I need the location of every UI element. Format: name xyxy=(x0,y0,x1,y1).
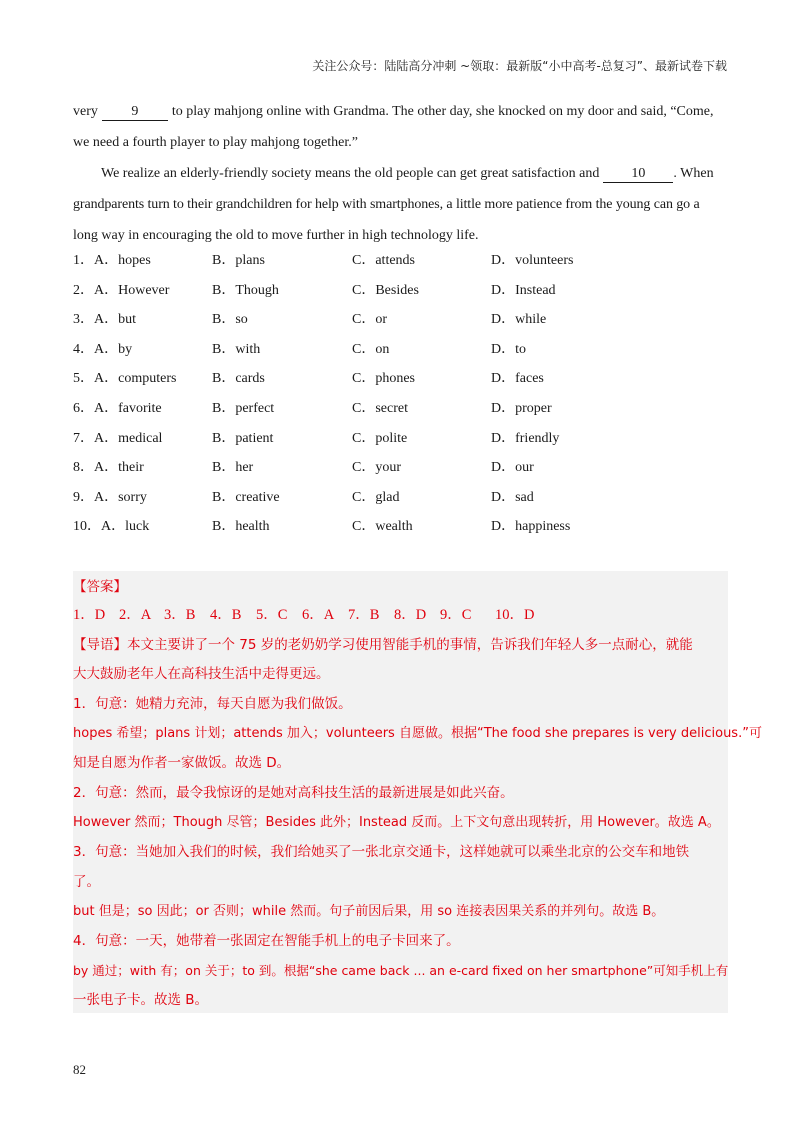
guide-text: 大大鼓励老年人在高科技生活中走得更远。 xyxy=(73,666,330,682)
explanation-line: 知是自愿为作者一家做饭。故选 D。 xyxy=(73,755,291,771)
explanation-line: but 但是；so 因此；or 否则；while 然而。句子前因后果，用 so 连接表因果关系的并列句。故选 B。 xyxy=(73,904,665,919)
answer-item: 9．C xyxy=(440,607,472,623)
option-c: C．wealth xyxy=(352,519,413,535)
page-header: 关注公众号：陆陆高分冲刺 ~领取：最新版“小中高考-总复习”、最新试卷下载 xyxy=(312,59,727,73)
question-row xyxy=(73,453,728,483)
answer-item: 2．A xyxy=(119,607,152,623)
option-c: C．glad xyxy=(352,489,400,505)
option-b: B．health xyxy=(212,519,270,535)
answer-title: 【答案】 xyxy=(73,579,127,595)
question-row xyxy=(73,394,728,424)
option-c: C．phones xyxy=(352,371,415,387)
option-c: C．secret xyxy=(352,400,408,416)
explanation-line: 了。 xyxy=(73,874,100,890)
option-d: D．happiness xyxy=(491,519,571,535)
question-row xyxy=(73,364,728,394)
passage-line-2: we need a fourth player to play mahjong together.” xyxy=(73,135,358,150)
answer-item: 6．A xyxy=(302,607,335,623)
question-row xyxy=(73,305,728,335)
option-d: D．faces xyxy=(491,371,544,387)
explanation-line: 3．句意：当她加入我们的时候，我们给她买了一张北京交通卡，这样她就可以乘坐北京的公交车和地铁 xyxy=(73,844,690,860)
option-b: B．patient xyxy=(212,430,274,446)
option-c: C．attends xyxy=(352,253,415,268)
answer-item: 7．B xyxy=(348,607,380,623)
passage-line-1 xyxy=(73,96,728,127)
option-c: C．polite xyxy=(352,430,408,446)
passage xyxy=(73,96,728,251)
option-a: 5．A．computers xyxy=(73,371,177,387)
answer-item: 8．D xyxy=(394,607,427,623)
option-d: D．Instead xyxy=(491,282,556,298)
option-a: 2．A．However xyxy=(73,282,170,298)
explanation-line: by 通过；with 有；on 关于；to 到。根据“she came back ... an e-card fixed on her smartphone”可知手机上有 xyxy=(73,963,729,978)
blank-9: 9 xyxy=(102,104,168,121)
explanation-line: 2．句意：然而，最令我惊讶的是她对高科技生活的最新进展是如此兴奋。 xyxy=(73,785,514,801)
answer-item: 3．B xyxy=(164,607,196,623)
explanation-line: hopes 希望；plans 计划；attends 加入；volunteers 自愿做。根据“The food she prepares is very delicious.”可 xyxy=(73,726,762,741)
option-c: C．on xyxy=(352,341,390,357)
explanation-line: 4．句意：一天，她带着一张固定在智能手机上的电子卡回来了。 xyxy=(73,933,460,949)
option-a: 4．A．by xyxy=(73,341,133,357)
passage-text: to play mahjong online with Grandma. The other day, she knocked on my door and said, “Come, xyxy=(171,104,714,119)
option-d: D．while xyxy=(491,312,547,328)
options-list xyxy=(73,246,728,542)
blank-10: 10 xyxy=(603,166,673,183)
answer-key xyxy=(73,605,728,625)
passage-text: very xyxy=(73,104,98,119)
option-a: 3．A．but xyxy=(73,312,136,328)
question-row xyxy=(73,246,728,276)
option-a: 8．A．their xyxy=(73,460,144,476)
question-row xyxy=(73,335,728,365)
answer-item: 10．D xyxy=(495,607,535,623)
passage-text: We realize an elderly-friendly society means the old people can get great satisfaction and xyxy=(101,166,600,181)
explanation-line: 1．句意：她精力充沛，每天自愿为我们做饭。 xyxy=(73,696,352,712)
passage-line-4: grandparents turn to their grandchildren for help with smartphones, a little more patience from the young can go a xyxy=(73,197,700,212)
guide-text: 【导语】本文主要讲了一个 75 岁的老奶奶学习使用智能手机的事情，告诉我们年轻人多一点耐心，就能 xyxy=(73,637,693,653)
option-c: C．your xyxy=(352,460,401,476)
option-b: B．so xyxy=(212,312,248,328)
option-b: B．plans xyxy=(212,253,265,268)
option-d: D．sad xyxy=(491,489,534,505)
option-d: D．volunteers xyxy=(491,253,574,268)
answer-item: 4．B xyxy=(210,607,242,623)
question-row xyxy=(73,276,728,306)
option-a: 6．A．favorite xyxy=(73,400,162,416)
answer-section xyxy=(73,571,762,1013)
explanation-line: 一张电子卡。故选 B。 xyxy=(73,992,209,1008)
explanation-line: However 然而；Though 尽管；Besides 此外；Instead 反而。上下文句意出现转折，用 However。故选 A。 xyxy=(73,815,720,830)
option-b: B．creative xyxy=(212,489,280,505)
option-b: B．with xyxy=(212,341,261,357)
passage-line-3 xyxy=(73,158,728,189)
option-a: 10．A．luck xyxy=(73,519,150,535)
option-a: 7．A．medical xyxy=(73,430,163,446)
option-a: 9．A．sorry xyxy=(73,489,147,505)
option-b: B．cards xyxy=(212,371,265,387)
option-b: B．her xyxy=(212,460,254,476)
option-d: D．friendly xyxy=(491,430,560,446)
question-row xyxy=(73,424,728,454)
option-c: C．Besides xyxy=(352,282,419,298)
option-d: D．our xyxy=(491,460,534,476)
option-b: B．Though xyxy=(212,282,279,298)
page-number: 82 xyxy=(73,1062,86,1077)
answer-item: 5．C xyxy=(256,607,288,623)
answer-item: 1．D xyxy=(73,607,106,623)
passage-line-5: long way in encouraging the old to move further in high technology life. xyxy=(73,228,479,243)
question-row xyxy=(73,512,728,542)
option-d: D．to xyxy=(491,341,526,357)
option-c: C．or xyxy=(352,312,387,328)
option-d: D．proper xyxy=(491,400,552,416)
option-a: 1．A．hopes xyxy=(73,253,151,268)
question-row xyxy=(73,483,728,513)
passage-text: . When xyxy=(673,166,714,181)
option-b: B．perfect xyxy=(212,400,275,416)
